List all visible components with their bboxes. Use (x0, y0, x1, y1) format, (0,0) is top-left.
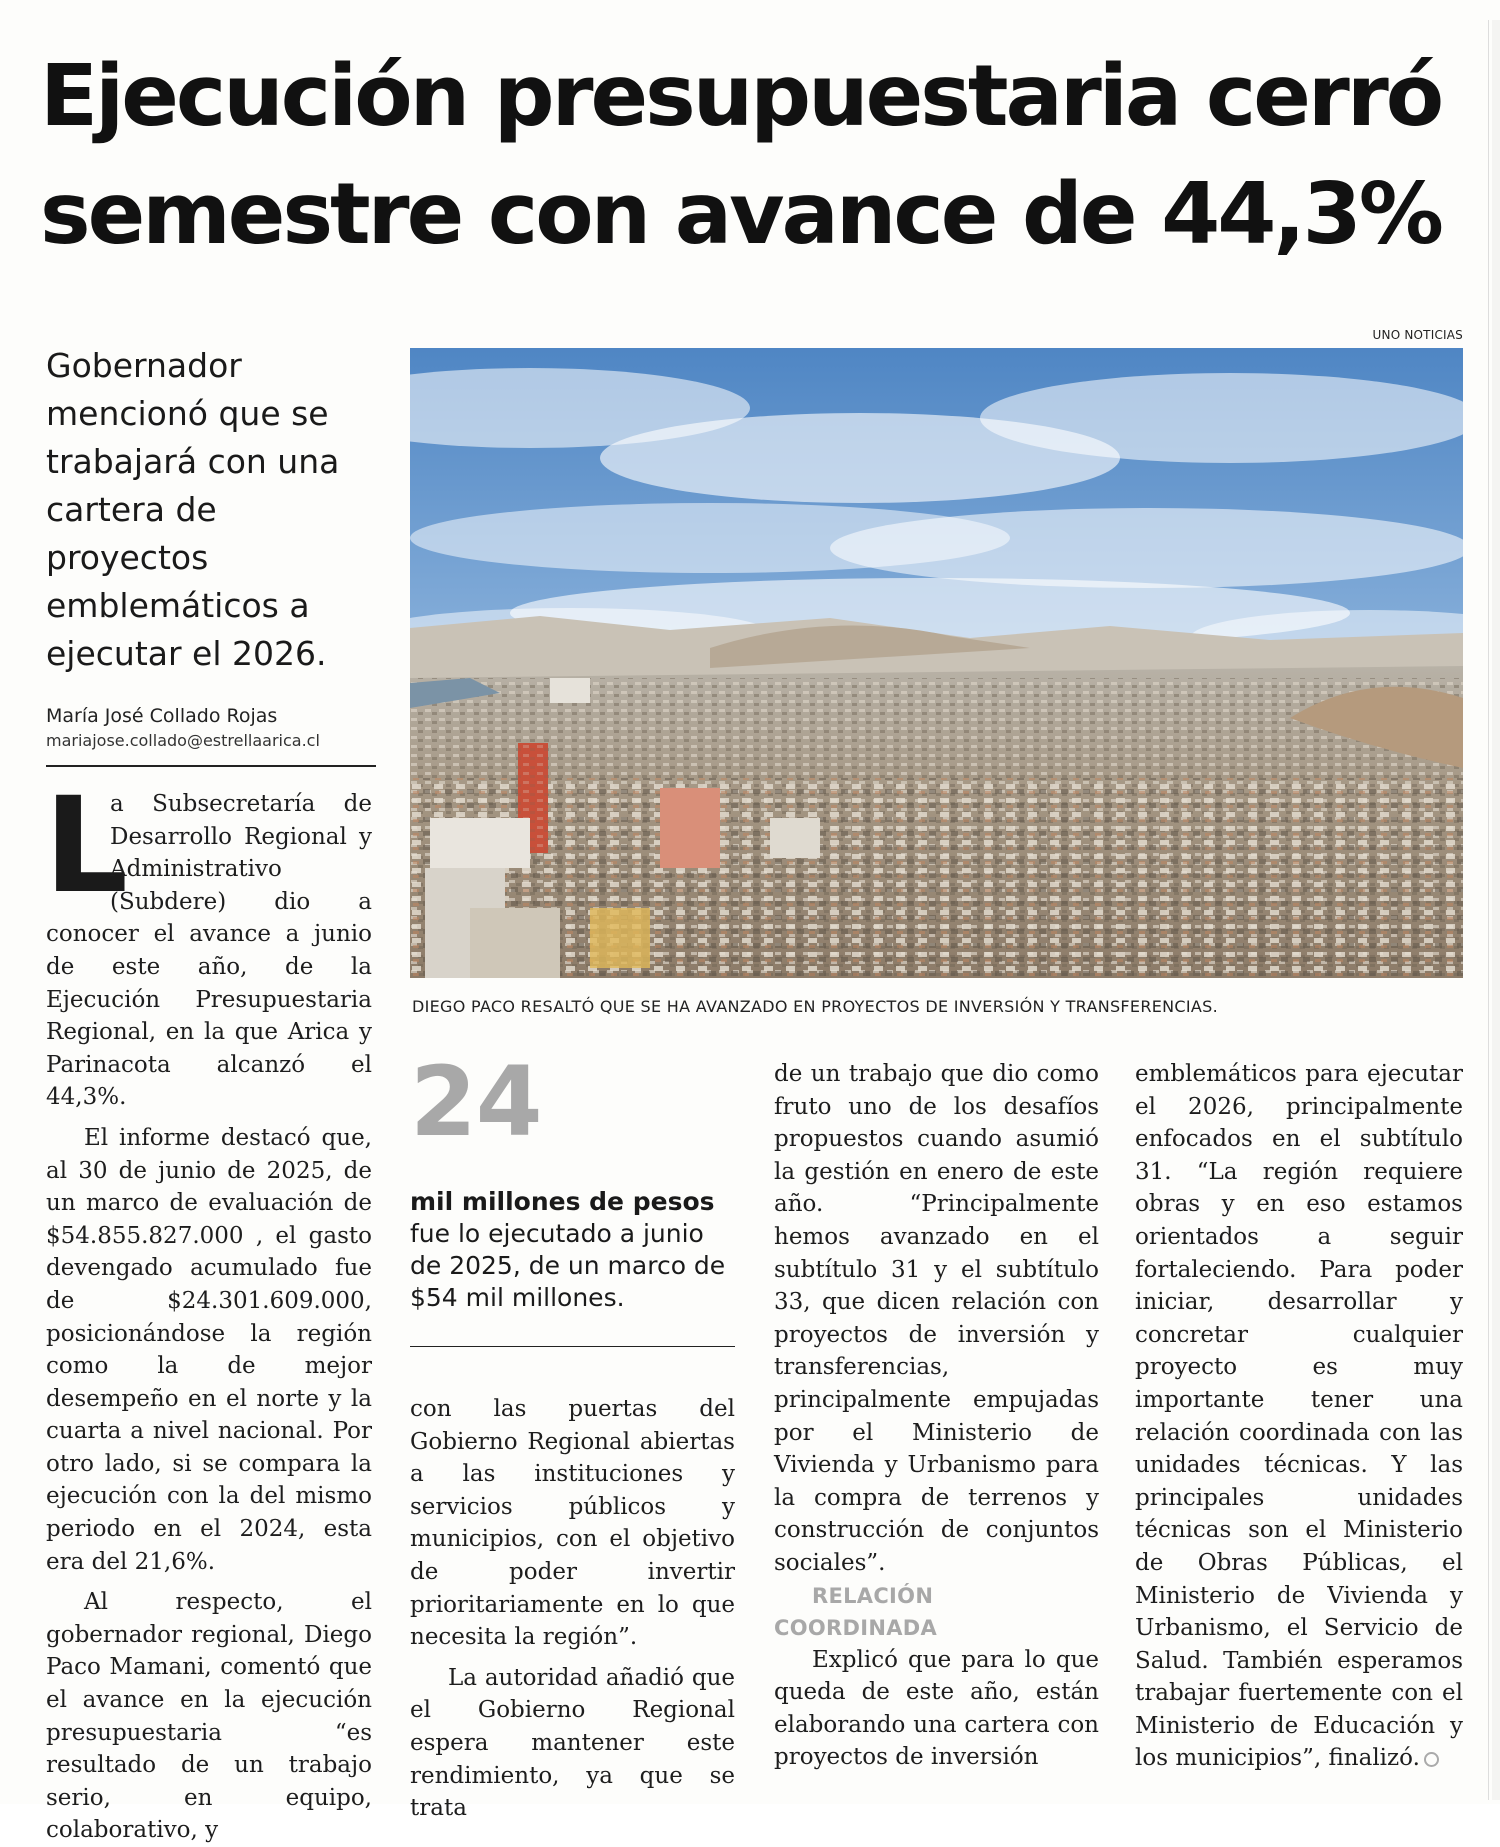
page-edge-line (1488, 20, 1489, 1800)
photo-caption: DIEGO PACO RESALTÓ QUE SE HA AVANZADO EN PROYECTOS DE INVERSIÓN Y TRANSFERENCIAS. (412, 997, 1219, 1016)
headline-line-2: semestre con avance de 44,3% (40, 165, 1441, 264)
subheadline: Gobernador mencionó que se trabajará con una cartera de proyectos emblemáticos a ejecutar el 2026. (46, 346, 340, 673)
highlight-strong: mil millones de pesos (410, 1187, 715, 1216)
article-paragraph-4: con las puertas del Gobierno Regional abiertas a las instituciones y servicios públicos y municipios, con el objetivo de poder invertir prioritariamente en lo que necesita la región”. (410, 1396, 735, 1651)
article-paragraph-3: Al respecto, el gobernador regional, Diego Paco Mamani, comentó que el avance en la ejecución presupuestaria “es resultado de un trabajo serio, en equipo, colaborativo, y (46, 1589, 372, 1844)
article-paragraph-1 (44, 769, 372, 1114)
headline-line-1: Ejecución presupuestaria cerró (40, 47, 1442, 146)
article-column-4 (1135, 1058, 1463, 1775)
byline-divider (46, 765, 376, 767)
drop-cap: L (44, 769, 129, 923)
highlight-text (410, 1186, 730, 1314)
section-subtitle: RELACIÓN COORDINADA (774, 1583, 938, 1640)
city-aerial-photo (410, 348, 1463, 978)
article-paragraph-7: Explicó que para lo que queda de este año, están elaborando una cartera con proyectos de inversión (774, 1646, 1099, 1771)
highlight-number: 24 (410, 1046, 542, 1158)
paragraph-8-text: emblemáticos para ejecutar el 2026, principalmente enfocados en el subtítulo 31. “La región requiere obras y en eso estamos orientados a seguir fortaleciendo. Para poder iniciar, desarrollar y concretar cualquier proyecto es muy importante tener una relación coordinada con las unidades técnicas. Y las principales unidades técnicas son el Ministerio de Obras Públicas, el Ministerio de Vivienda y Urbanismo, el Servicio de Salud. También esperamos trabajar fuertemente con el Ministerio de Educación y los municipios”, finalizó. (1135, 1061, 1463, 1772)
highlight-description: fue lo ejecutado a junio de 2025, de un marco de $54 mil millones. (410, 1219, 726, 1312)
paragraph-1-text: a Subsecretaría de Desarrollo Regional y Administrativo (Subdere) dio a conocer el avance a junio de este año, de la Ejecución Presupuestaria Regional, en la que Arica y Parinacota alcanzó el 44,3%. (46, 791, 372, 1111)
page-edge (1492, 20, 1500, 1800)
headline (40, 38, 1460, 274)
photo-credit: UNO NOTICIAS (1372, 328, 1463, 342)
article-paragraph-6: de un trabajo que dio como fruto uno de los desafíos propuestos cuando asumió la gestión en enero de este año. “Principalmente hemos avanzado en el subtítulo 31 y el subtítulo 33, que dicen relación con proyectos de inversión y transferencias, principalmente empujadas por el Ministerio de Vivienda y Urbanismo para la compra de terrenos y construcción de conjuntos sociales”. (774, 1061, 1099, 1576)
article-paragraph-8 (1135, 1058, 1463, 1775)
end-of-article-icon (1424, 1752, 1439, 1767)
article-paragraph-2: El informe destacó que, al 30 de junio de 2025, de un marco de evaluación de $54.855.827.000 , el gasto devengado acumulado fue de $24.301.609.000, posicionándose la región como la de mejor desempeño en el norte y la cuarta a nivel nacional. Por otro lado, si se compara la ejecución con la del mismo periodo en el 2024, esta era del 21,6%. (46, 1124, 372, 1575)
author-name: María José Collado Rojas (46, 705, 278, 727)
author-email: mariajose.collado@estrellaarica.cl (46, 731, 320, 750)
article-column-3 (774, 1058, 1099, 1774)
article-paragraph-5: La autoridad añadió que el Gobierno Regional espera mantener este rendimiento, ya que se trata (410, 1664, 735, 1822)
article-column-1 (44, 769, 372, 1847)
highlight-divider (410, 1346, 735, 1347)
byline (46, 703, 386, 753)
article-column-2 (410, 1393, 735, 1825)
